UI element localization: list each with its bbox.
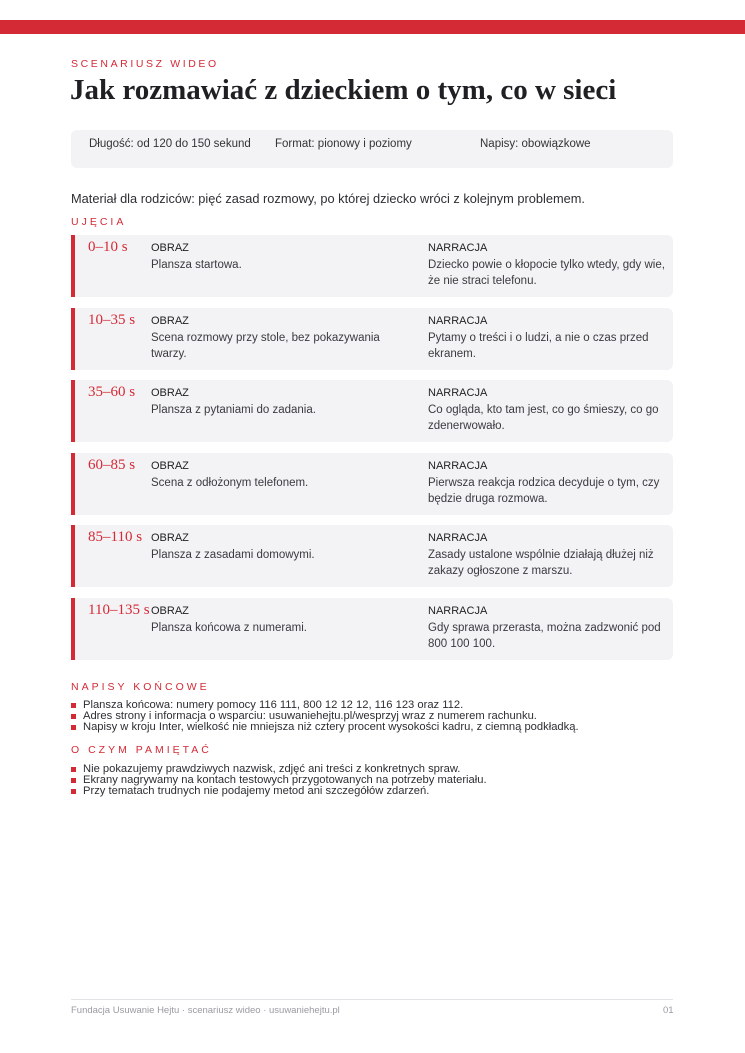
shot-time: 85–110 s xyxy=(88,529,143,545)
list-item: Nie pokazujemy prawdziwych nazwisk, zdjęć ani treści z konkretnych spraw. xyxy=(71,764,487,775)
page-number: 01 xyxy=(663,1005,674,1016)
meta-format: Format: pionowy i poziomy xyxy=(275,138,412,150)
shot-time: 60–85 s xyxy=(88,457,136,473)
list-item: Napisy w kroju Inter, wielkość nie mniejsza niż cztery procent wysokości kadru, z ciemną podkładką. xyxy=(71,722,579,733)
credits-list xyxy=(71,700,579,733)
shot-time: 35–60 s xyxy=(88,384,136,400)
image-label: OBRAZ xyxy=(151,242,189,254)
shot-card xyxy=(71,598,673,660)
narration-text: Co ogląda, kto tam jest, co go śmieszy, co go zdenerwowało. xyxy=(428,404,659,432)
section-label-credits: NAPISY KOŃCOWE xyxy=(71,681,210,693)
shot-time: 0–10 s xyxy=(88,239,128,255)
narration-text: Zasady ustalone wspólnie działają dłużej niż zakazy ogłoszone z marszu. xyxy=(428,549,654,577)
shot-time: 110–135 s xyxy=(88,602,150,618)
list-item: Przy tematach trudnych nie podajemy metod ani szczegółów zdarzeń. xyxy=(71,786,487,797)
image-description: Plansza końcowa z numerami. xyxy=(151,622,307,634)
image-label: OBRAZ xyxy=(151,532,189,544)
shot-card xyxy=(71,525,673,587)
narration-label: NARRACJA xyxy=(428,605,488,617)
section-label-remember: O CZYM PAMIĘTAĆ xyxy=(71,744,212,756)
list-item: Ekrany nagrywamy na kontach testowych przygotowanych na potrzeby materiału. xyxy=(71,775,487,786)
narration-label: NARRACJA xyxy=(428,315,488,327)
section-label-shots: UJĘCIA xyxy=(71,216,127,228)
shot-card xyxy=(71,308,673,370)
image-description: Plansza startowa. xyxy=(151,259,242,271)
meta-info-box xyxy=(71,130,673,168)
narration-text: Dziecko powie o kłopocie tylko wtedy, gdy wie, że nie straci telefonu. xyxy=(428,259,665,287)
shot-card xyxy=(71,235,673,297)
list-item: Adres strony i informacja o wsparciu: usuwaniehejtu.pl/wesprzyj wraz z numerem rachunku. xyxy=(71,711,579,722)
image-label: OBRAZ xyxy=(151,315,189,327)
meta-duration: Długość: od 120 do 150 sekund xyxy=(89,138,251,150)
narration-text: Pytamy o treści i o ludzi, a nie o czas przed ekranem. xyxy=(428,332,649,360)
narration-label: NARRACJA xyxy=(428,242,488,254)
image-label: OBRAZ xyxy=(151,460,189,472)
image-description: Scena rozmowy przy stole, bez pokazywania twarzy. xyxy=(151,332,380,360)
top-accent-bar xyxy=(0,20,745,34)
remember-list xyxy=(71,764,487,797)
meta-subtitles: Napisy: obowiązkowe xyxy=(480,138,591,150)
narration-label: NARRACJA xyxy=(428,387,488,399)
narration-label: NARRACJA xyxy=(428,460,488,472)
shot-time: 10–35 s xyxy=(88,312,136,328)
narration-text: Pierwsza reakcja rodzica decyduje o tym, czy będzie druga rozmowa. xyxy=(428,477,660,505)
footer-text: Fundacja Usuwanie Hejtu · scenariusz wideo · usuwaniehejtu.pl xyxy=(71,1005,340,1016)
image-description: Plansza z pytaniami do zadania. xyxy=(151,404,316,416)
narration-text: Gdy sprawa przerasta, można zadzwonić pod 800 100 100. xyxy=(428,622,661,650)
shot-card xyxy=(71,453,673,515)
document-kicker: SCENARIUSZ WIDEO xyxy=(71,58,219,70)
shot-card xyxy=(71,380,673,442)
image-description: Scena z odłożonym telefonem. xyxy=(151,477,309,489)
document-title: Jak rozmawiać z dzieckiem o tym, co w sieci xyxy=(70,74,617,106)
image-label: OBRAZ xyxy=(151,605,189,617)
narration-label: NARRACJA xyxy=(428,532,488,544)
list-item: Plansza końcowa: numery pomocy 116 111, 800 12 12 12, 116 123 oraz 112. xyxy=(71,700,579,711)
intro-text: Materiał dla rodziców: pięć zasad rozmowy, po której dziecko wróci z kolejnym problemem. xyxy=(71,191,585,206)
image-description: Plansza z zasadami domowymi. xyxy=(151,549,315,561)
image-label: OBRAZ xyxy=(151,387,189,399)
footer-divider xyxy=(71,999,673,1000)
